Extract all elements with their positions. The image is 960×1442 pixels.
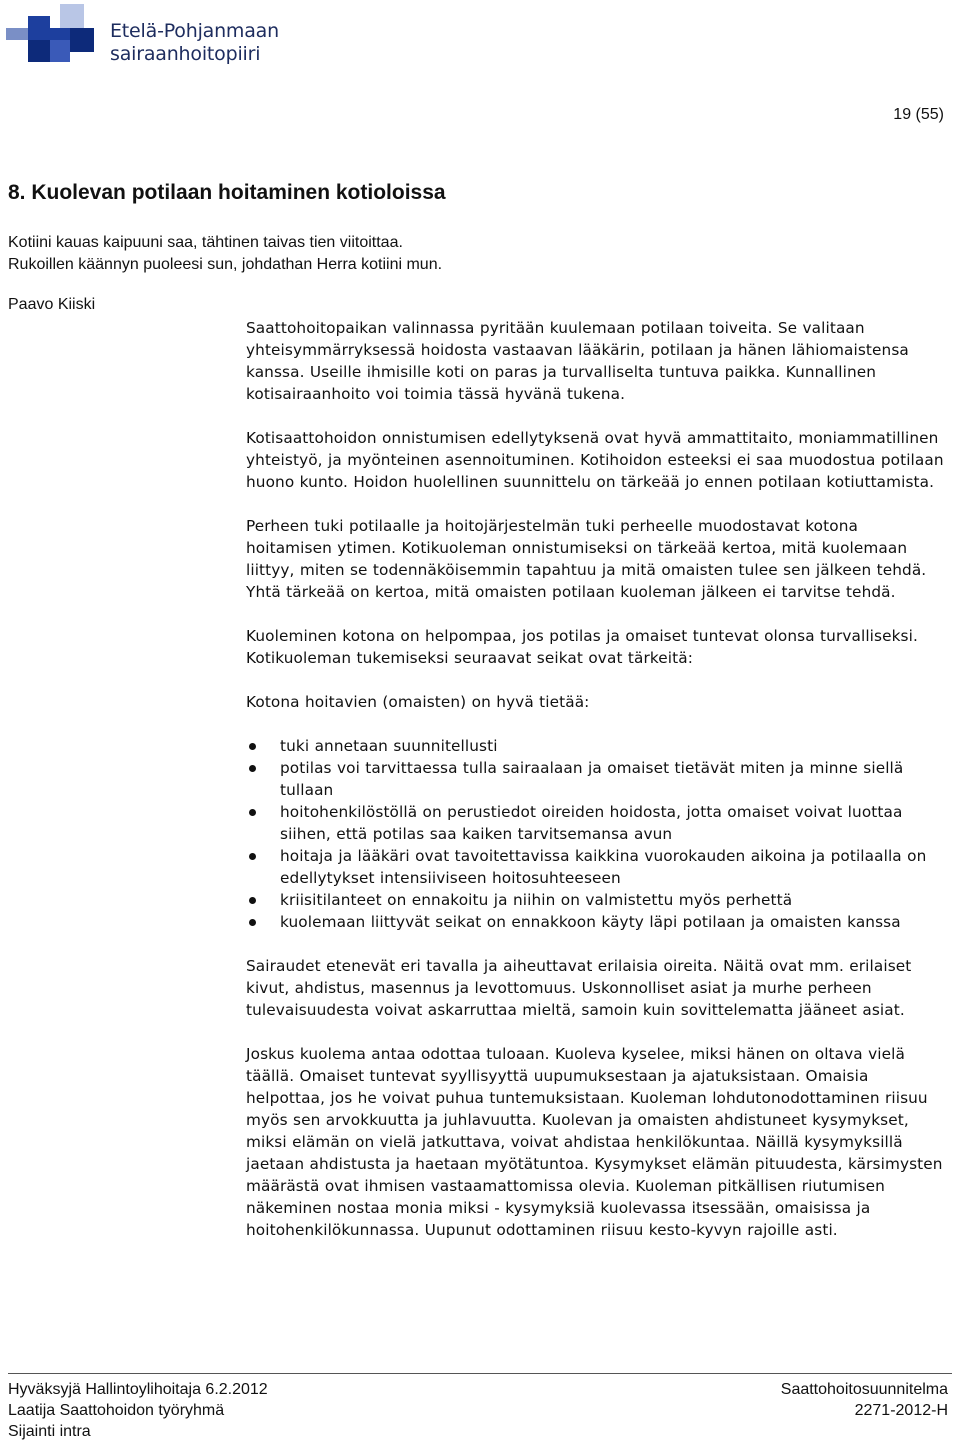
footer-approved-by: Hyväksyjä Hallintoylihoitaja 6.2.2012 xyxy=(8,1381,268,1398)
list-item xyxy=(246,889,946,911)
footer-divider xyxy=(8,1373,952,1374)
footer-location: Sijainti intra xyxy=(8,1423,91,1440)
organization-logo xyxy=(6,2,306,70)
list-item xyxy=(246,801,946,845)
poem-author: Paavo Kiiski xyxy=(8,296,96,313)
list-item xyxy=(246,735,946,757)
paragraph: Perheen tuki potilaalle ja hoitojärjestelmän tuki perheelle muodostavat kotona hoitamisen ytimen. Kotikuoleman onnistumiseksi on tärkeää kertoa, mitä kuolemaan liittyy, miten se todennäköisemmin tapahtuu ja mitä omaisten tulee sen jälkeen tehdä. Yhtä tärkeää on kertoa, mitä omaisten potilaan kuoleman jälkeen ei tarvitse tehdä. xyxy=(246,517,927,601)
list-item xyxy=(246,757,946,801)
bullet-icon xyxy=(249,809,256,816)
main-content xyxy=(246,317,946,1263)
section-title: 8. Kuolevan potilaan hoitaminen kotioloissa xyxy=(8,181,446,204)
footer-document-id xyxy=(781,1379,948,1421)
paragraph: Sairaudet etenevät eri tavalla ja aiheuttavat erilaisia oireita. Näitä ovat mm. erilaiset kivut, ahdistus, masennus ja levottomuus. Uskonnolliset asiat ja murhe perheen tulevaisuudesta voivat askarruttaa mieltä, samoin kuin sovittelematta jääneet asiat. xyxy=(246,957,912,1019)
poem-line: Kotiini kauas kaipuuni saa, tähtinen taivas tien viitoittaa. xyxy=(8,234,403,251)
footer-document-number: 2271-2012-H xyxy=(854,1402,948,1419)
list-item-text: tuki annetaan suunnitellusti xyxy=(280,737,498,755)
bullet-list xyxy=(246,735,946,933)
footer-document-title: Saattohoitosuunnitelma xyxy=(780,1381,948,1398)
list-item xyxy=(246,845,946,889)
organization-name xyxy=(110,20,279,66)
organization-name-line2: sairaanhoitopiiri xyxy=(110,43,261,65)
paragraph: Kuoleminen kotona on helpompaa, jos potilas ja omaiset tuntevat olonsa turvalliseksi. Kotikuoleman tukemiseksi seuraavat seikat ovat tärkeitä: xyxy=(246,627,918,667)
paragraph: Joskus kuolema antaa odottaa tuloaan. Kuoleva kyselee, miksi hänen on oltava vielä täällä. Omaiset tuntevat syyllisyyttä uupumuksestaan ja ajatuksistaan. Omaisia helpottaa, jos he voivat puhua tuntemuksistaan. Kuoleman lohdutonodottaminen riisuu myös sen arvokkuutta ja juhlavuutta. Kuolevan ja omaisten ahdistuneet kysymykset, miksi elämän on vielä jatkuttava, voivat ahdistaa henkilökuntaa. Näillä kysymyksillä jaetaan ahdistusta ja haetaan myötätuntoa. Kysymykset elämän pituudesta, kärsimysten määrästä ovat ihmisen vastaamattomissa olevia. Kuoleman pitkällisen riutumisen näkeminen nostaa monia miksi - kysymyksiä kuolevassa itsessään, omaisissa ja hoitohenkilökunnassa. Uupunut odottaminen riisuu kesto-kyvyn rajoille asti. xyxy=(246,1045,943,1239)
paragraph: Kotona hoitavien (omaisten) on hyvä tietää: xyxy=(246,693,590,711)
list-item-text: hoitaja ja lääkäri ovat tavoitettavissa kaikkina vuorokauden aikoina ja potilaalla on edellytykset intensiiviseen hoitosuhteeseen xyxy=(280,847,927,887)
epigraph-poem xyxy=(8,232,442,276)
list-item-text: potilas voi tarvittaessa tulla sairaalaan ja omaiset tietävät miten ja minne siellä tullaan xyxy=(280,759,904,799)
bullet-icon xyxy=(249,853,256,860)
list-item-text: kuolemaan liittyvät seikat on ennakkoon käyty läpi potilaan ja omaisten kanssa xyxy=(280,913,901,931)
bullet-icon xyxy=(249,765,256,772)
bullet-icon xyxy=(249,897,256,904)
page-number: 19 (55) xyxy=(893,106,944,123)
list-item-text: kriisitilanteet on ennakoitu ja niihin on valmistettu myös perhettä xyxy=(280,891,793,909)
paragraph: Saattohoitopaikan valinnassa pyritään kuulemaan potilaan toiveita. Se valitaan yhteisymmärryksessä hoidosta vastaavan lääkärin, potilaan ja hänen lähiomaistensa kanssa. Useille ihmisille koti on paras ja turvalliselta tuntuva paikka. Kunnallinen kotisairaanhoito voi toimia tässä hyvänä tukena. xyxy=(246,319,909,403)
bullet-icon xyxy=(249,743,256,750)
paragraph: Kotisaattohoidon onnistumisen edellytyksenä ovat hyvä ammattitaito, moniammatillinen yhteistyö, ja myönteinen asennoituminen. Kotihoidon esteeksi ei saa muodostua potilaan huono kunto. Hoidon huolellinen suunnittelu on tärkeää jo ennen potilaan kotiuttamista. xyxy=(246,429,944,491)
bullet-icon xyxy=(249,919,256,926)
organization-name-line1: Etelä-Pohjanmaan xyxy=(110,20,279,42)
poem-line: Rukoillen käännyn puoleesi sun, johdathan Herra kotiini mun. xyxy=(8,256,443,273)
list-item xyxy=(246,911,946,933)
list-item-text: hoitohenkilöstöllä on perustiedot oireiden hoidosta, jotta omaiset voivat luottaa siihen, että potilas saa kaiken tarvitsemansa avun xyxy=(280,803,903,843)
footer-author: Laatija Saattohoidon työryhmä xyxy=(8,1402,225,1419)
hospital-district-logo-icon xyxy=(6,2,106,70)
footer-document-info xyxy=(8,1379,268,1442)
